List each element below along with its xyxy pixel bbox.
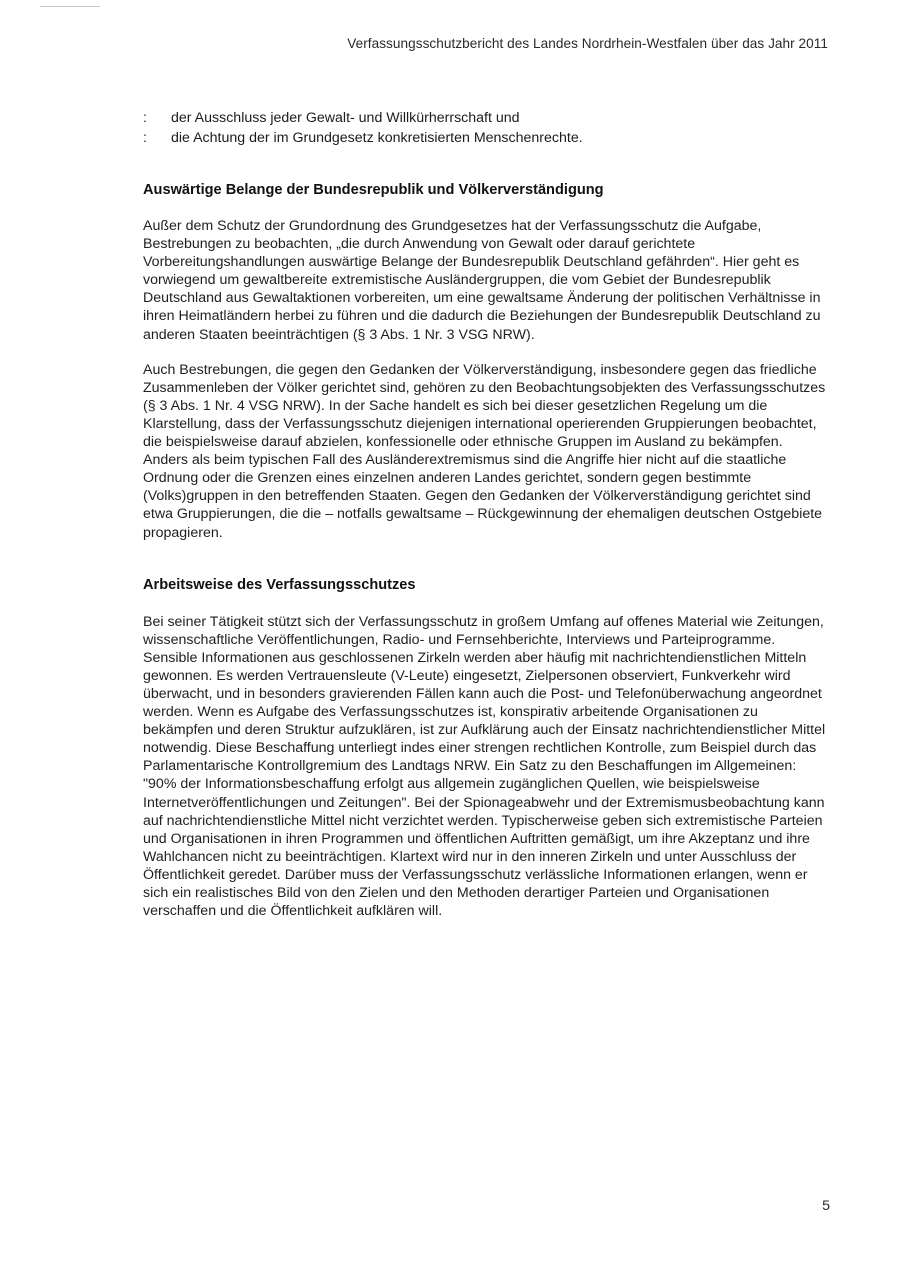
paragraph: Auch Bestrebungen, die gegen den Gedanken der Völkerverständigung, insbesondere gegen das friedliche Zusammenleben der Völker gerichtet sind, gehören zu den Beobachtungsobjekten des Verfassungsschutzes (§ 3 Abs. 1 Nr. 4 VSG NRW). In der Sache handelt es sich bei dieser gesetzlichen Regelung um die Klarstellung, dass der Verfassungsschutz diejenigen international operierenden Gruppierungen beobachtet, die beispielsweise darauf abzielen, konfessionelle oder ethnische Gruppen im Ausland zu bekämpfen. Anders als beim typischen Fall des Ausländerextremismus sind die Angriffe hier nicht auf die staatliche Ordnung oder die Grenzen eines einzelnen anderen Landes gerichtet, sondern gegen bestimmte (Volks)gruppen in den betreffenden Staaten. Gegen den Gedanken der Völkerverständigung gerichtet sind etwa Gruppierungen, die die – notfalls gewaltsame – Rückgewinnung der ehemaligen deutschen Ostgebiete propagieren. bbox=[143, 361, 826, 541]
page-body bbox=[143, 108, 828, 920]
list-marker: : bbox=[143, 110, 147, 126]
list-item-text: der Ausschluss jeder Gewalt- und Willkürherrschaft und bbox=[171, 110, 520, 126]
list-item bbox=[143, 108, 828, 128]
running-header: Verfassungsschutzbericht des Landes Nordrhein-Westfalen über das Jahr 2011 bbox=[347, 36, 828, 51]
list-marker: : bbox=[143, 130, 147, 146]
bullet-list bbox=[143, 108, 828, 148]
paragraph: Bei seiner Tätigkeit stützt sich der Verfassungsschutz in großem Umfang auf offenes Material wie Zeitungen, wissenschaftliche Veröffentlichungen, Radio- und Fernsehberichte, Interviews und Parteiprogramme. Sensible Informationen aus geschlossenen Zirkeln werden aber häufig mit nachrichtendienstlichen Mitteln gewonnen. Es werden Vertrauensleute (V-Leute) eingesetzt, Zielpersonen observiert, Funkverkehr wird überwacht, und in besonders gravierenden Fällen kann auch die Post- und Telefonüberwachung angeordnet werden. Wenn es Aufgabe des Verfassungsschutzes ist, konspirativ arbeitende Organisationen zu bekämpfen und deren Struktur aufzuklären, ist zur Aufklärung auch der Einsatz nachrichtendienstlicher Mittel notwendig. Diese Beschaffung unterliegt indes einer strengen rechtlichen Kontrolle, zum Beispiel durch das Parlamentarische Kontrollgremium des Landtags NRW. Ein Satz zu den Beschaffungen im Allgemeinen: "90% der Informationsbeschaffung erfolgt aus allgemein zugänglichen Quellen, wie beispielsweise Internetveröffentlichungen und Zeitungen". Bei der Spionageabwehr und der Extremismusbeobachtung kann auf nachrichtendienstliche Mittel nicht verzichtet werden. Typischerweise geben sich extremistische Parteien und Organisationen in ihren Programmen und öffentlichen Auftritten gemäßigt, um ihre Akzeptanz und ihre Wahlchancen nicht zu beeinträchtigen. Klartext wird nur in den inneren Zirkeln und unter Ausschluss der Öffentlichkeit geredet. Darüber muss der Verfassungsschutz verlässliche Informationen erlangen, wenn er sich ein realistisches Bild von den Zielen und den Methoden derartiger Parteien und Organisationen verschaffen und die Öffentlichkeit aufklären will. bbox=[143, 613, 826, 920]
section-heading-working-methods: Arbeitsweise des Verfassungsschutzes bbox=[143, 576, 416, 593]
paragraph: Außer dem Schutz der Grundordnung des Grundgesetzes hat der Verfassungsschutz die Aufgabe, Bestrebungen zu beobachten, „die durch Anwendung von Gewalt oder darauf gerichtete Vorbereitungshandlungen auswärtige Belange der Bundesrepublik Deutschland gefährden“. Hier geht es vorwiegend um gewaltbereite extremistische Ausländergruppen, die vom Gebiet der Bundesrepublik Deutschland aus Gewaltaktionen vorbereiten, um eine gewaltsame Änderung der politischen Verhältnisse in ihren Heimatländern herbei zu führen und die dadurch die Beziehungen der Bundesrepublik Deutschland zu anderen Staaten beeinträchtigen (§ 3 Abs. 1 Nr. 3 VSG NRW). bbox=[143, 218, 821, 343]
scan-edge-line bbox=[40, 6, 100, 7]
list-item bbox=[143, 128, 828, 148]
list-item-text: die Achtung der im Grundgesetz konkretisierten Menschenrechte. bbox=[171, 130, 583, 146]
page-number: 5 bbox=[822, 1198, 830, 1214]
section-heading-foreign-affairs: Auswärtige Belange der Bundesrepublik und Völkerverständigung bbox=[143, 182, 604, 198]
